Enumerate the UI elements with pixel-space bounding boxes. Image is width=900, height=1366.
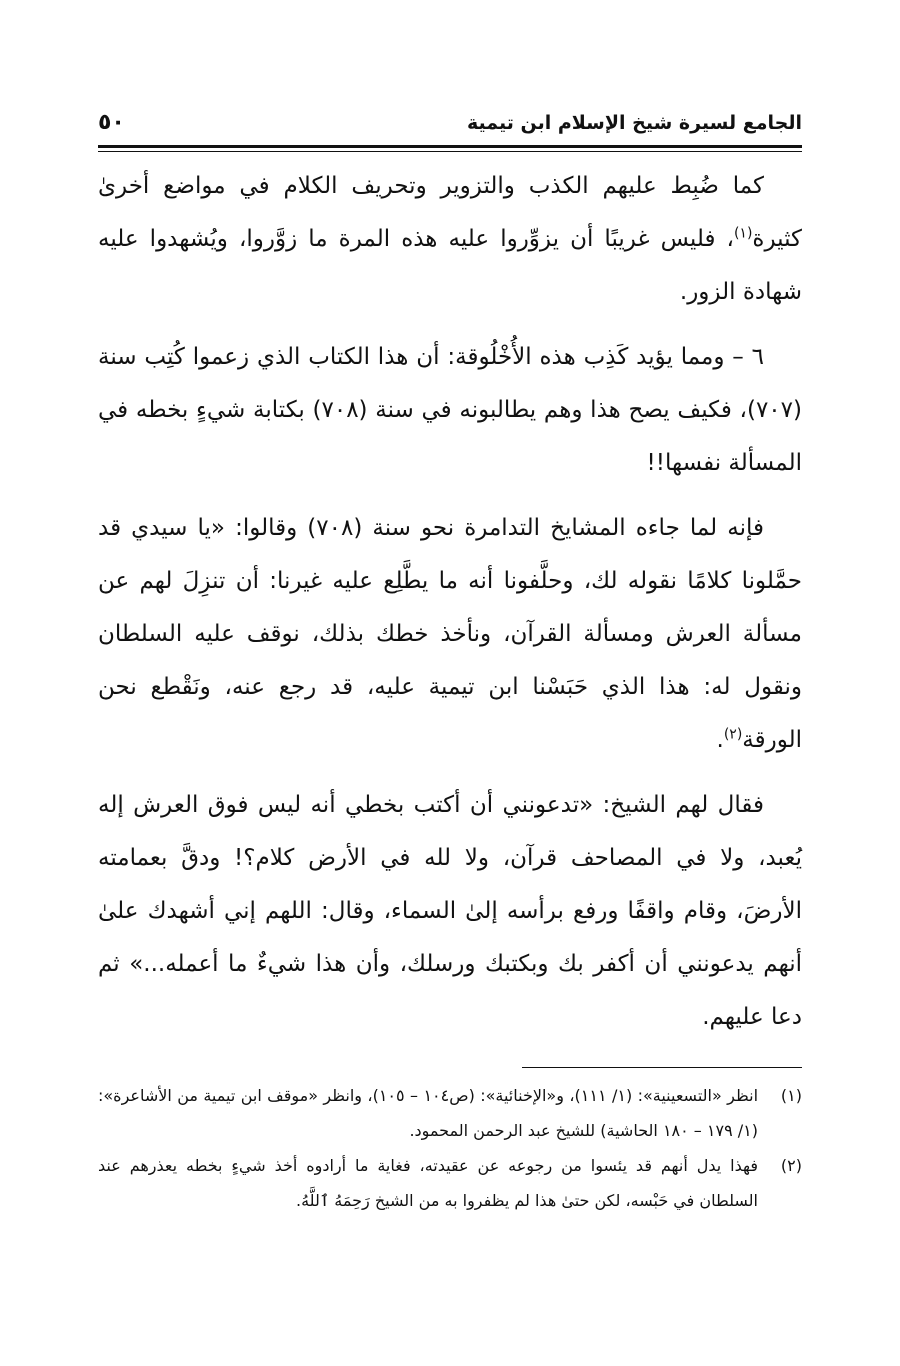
footnote-ref-2[interactable]: (٢) <box>723 726 743 743</box>
page-number: ٥٠ <box>98 110 125 135</box>
footnote-2-number: (٢) <box>780 1156 802 1175</box>
footnote-2-text: فهذا يدل أنهم قد يئسوا من رجوعه عن عقيدته، فغاية ما أرادوه أخذ شيءٍ بخطه يعذرهم عند السلطان في حَبْسه، لكن حتىٰ هذا لم يظفروا به من الشيخ رَحِمَهُ ٱللَّهُ. <box>98 1156 758 1210</box>
paragraph-1-text: كما ضُبِط عليهم الكذب والتزوير وتحريف الكلام في مواضع أخرىٰ كثيرة <box>98 173 802 252</box>
paragraph-4 <box>98 779 802 1044</box>
paragraph-2 <box>98 331 802 490</box>
main-text <box>98 160 802 1056</box>
paragraph-1 <box>98 160 802 319</box>
paragraph-1-text-cont: ، فليس غريبًا أن يزوِّروا عليه هذه المرة ما زوَّروا، ويُشهدوا عليه شهادة الزور. <box>98 226 802 305</box>
paragraph-3-text: فإنه لما جاءه المشايخ التدامرة نحو سنة (٧٠٨) وقالوا: «يا سيدي قد حمَّلونا كلامًا نقوله لك، وحلَّفونا أنه ما يطَّلِع عليه غيرنا: أن تنزِلَ لهم عن مسألة العرش ومسألة القرآن، ونأخذ خطك بذلك، نوقف عليه السلطان ونقول له: هذا الذي حَبَسْنا ابن تيمية عليه، قد رجع عنه، ونَقْطع نحن الورقة <box>98 515 802 753</box>
footnote-ref-1[interactable]: (١) <box>733 225 753 242</box>
paragraph-4-text: فقال لهم الشيخ: «تدعونني أن أكتب بخطي أنه ليس فوق العرش إله يُعبد، ولا في المصاحف قرآن، ولا لله في الأرض كلام؟! ودقَّ بعمامته الأرضَ، وقام واقفًا ورفع برأسه إلىٰ السماء، وقال: اللهم إني أشهدك علىٰ أنهم يدعونني أن أكفر بك وبكتبك ورسلك، وأن هذا شيءٌ ما أعمله...» ثم دعا عليهم. <box>98 792 802 1030</box>
paragraph-3-text-cont: . <box>716 727 724 753</box>
footnotes <box>98 1078 802 1218</box>
footnote-1-text: انظر «التسعينية»: (١/ ١١١)، و«الإخنائية»: (ص١٠٤ – ١٠٥)، وانظر «موقف ابن تيمية من الأشاعرة»: (١/ ١٧٩ – ١٨٠ الحاشية) للشيخ عبد الرحمن المحمود. <box>98 1086 759 1140</box>
running-header <box>98 110 802 146</box>
footnote-1-number: (١) <box>780 1086 802 1105</box>
paragraph-2-text: ٦ – ومما يؤيد كَذِب هذه الأُخْلُوقة: أن هذا الكتاب الذي زعموا كُتِب سنة (٧٠٧)، فكيف يصح هذا وهم يطالبونه في سنة (٧٠٨) بكتابة شيءٍ بخطه في المسألة نفسها!! <box>98 344 802 476</box>
paragraph-3 <box>98 502 802 767</box>
footnote-1 <box>98 1078 802 1148</box>
footnote-2 <box>98 1148 802 1218</box>
footnote-separator <box>522 1067 802 1068</box>
running-title: الجامع لسيرة شيخ الإسلام ابن تيمية <box>466 112 802 134</box>
header-rule-thick <box>98 145 802 148</box>
header-rule-thin <box>98 151 802 152</box>
